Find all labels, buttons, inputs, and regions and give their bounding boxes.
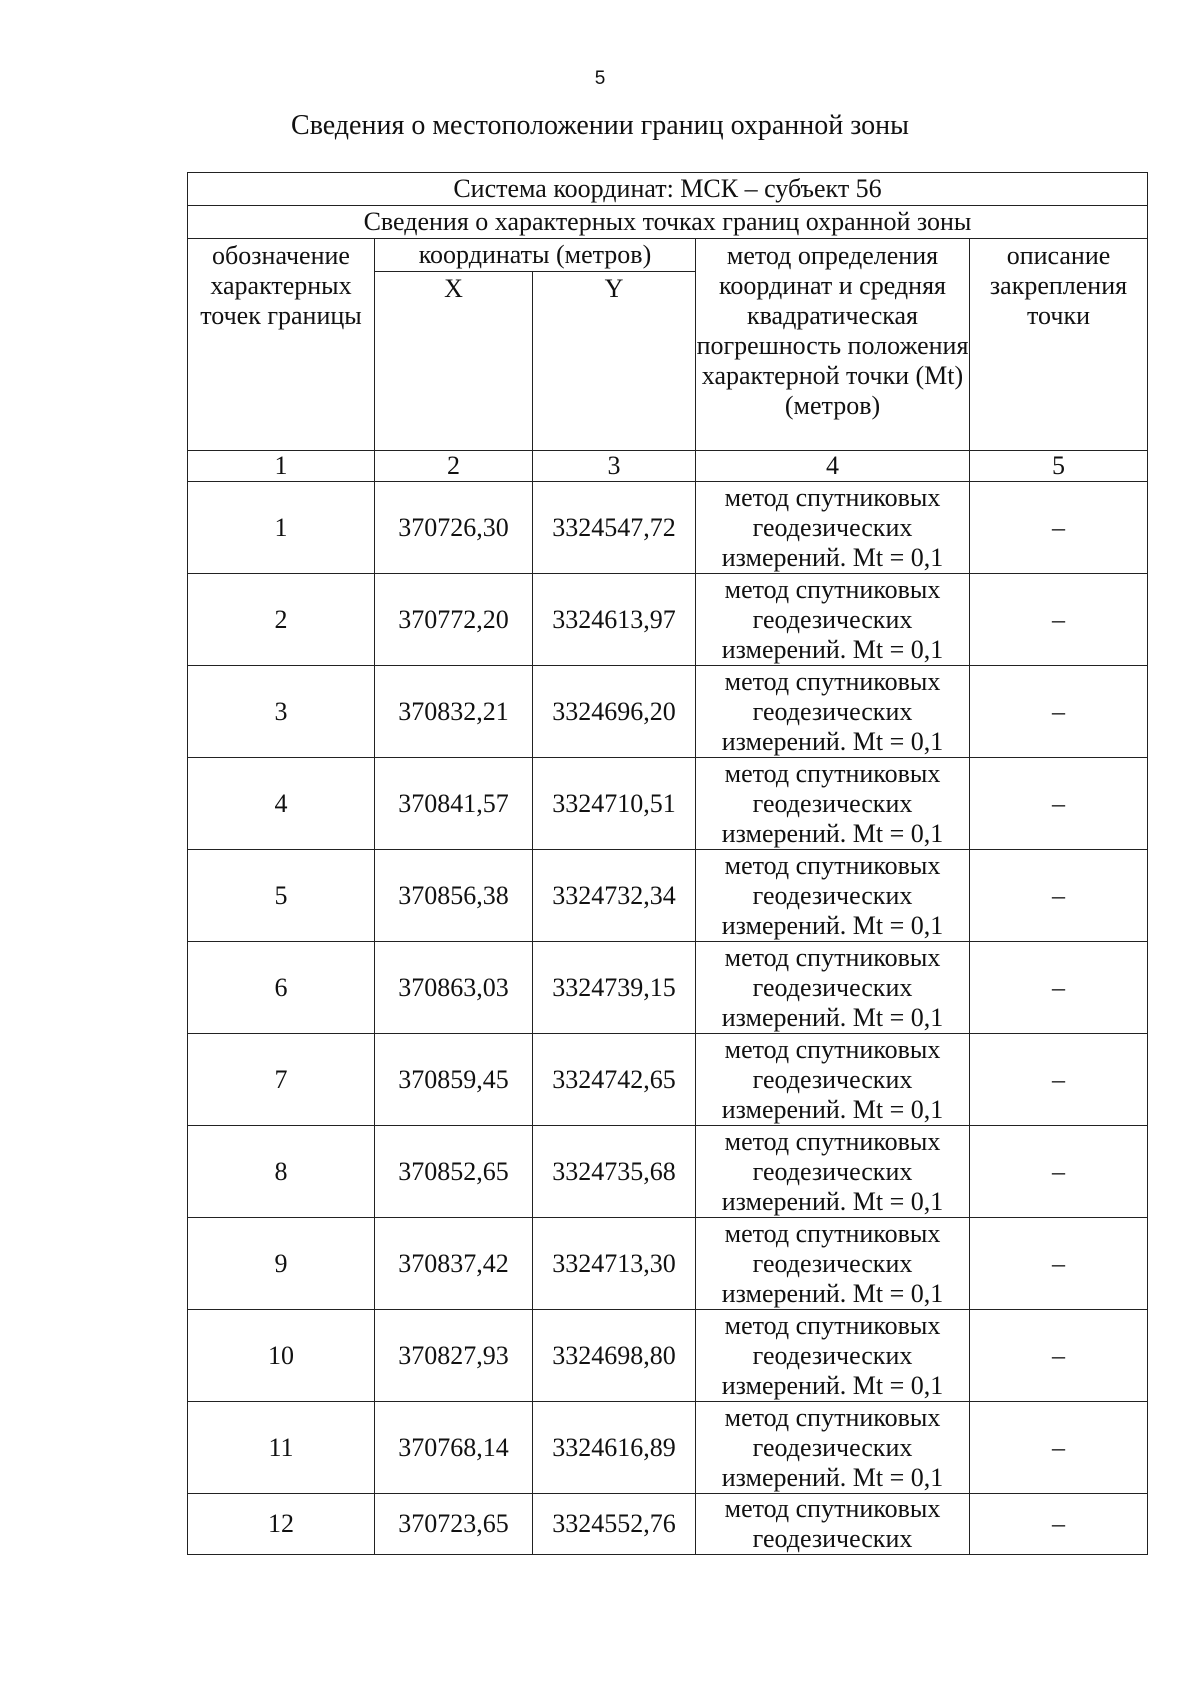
x-coordinate-cell: 370863,03	[375, 942, 533, 1034]
method-cell: метод спутниковых геодезических измерений. Mt = 0,1	[696, 574, 970, 666]
column-number-row	[188, 451, 1148, 482]
table-row	[188, 758, 1148, 850]
method-cell: метод спутниковых геодезических измерений. Mt = 0,1	[696, 1034, 970, 1126]
fixing-description-cell: –	[970, 1126, 1148, 1218]
fixing-description-cell: –	[970, 758, 1148, 850]
x-coordinate-cell: 370723,65	[375, 1494, 533, 1555]
y-coordinate-cell: 3324698,80	[533, 1310, 696, 1402]
fixing-description-cell: –	[970, 666, 1148, 758]
y-coordinate-cell: 3324732,34	[533, 850, 696, 942]
point-number-cell: 6	[188, 942, 375, 1034]
table-row	[188, 1494, 1148, 1555]
table-row	[188, 574, 1148, 666]
point-number-cell: 3	[188, 666, 375, 758]
table-row	[188, 1034, 1148, 1126]
point-number-cell: 4	[188, 758, 375, 850]
header-fixing-description: описание закрепления точки	[970, 239, 1148, 451]
column-number: 2	[375, 451, 533, 482]
y-coordinate-cell: 3324739,15	[533, 942, 696, 1034]
y-coordinate-cell: 3324696,20	[533, 666, 696, 758]
point-number-cell: 5	[188, 850, 375, 942]
column-header-row	[188, 239, 1148, 272]
x-coordinate-cell: 370852,65	[375, 1126, 533, 1218]
table-row	[188, 1310, 1148, 1402]
method-cell: метод спутниковых геодезических измерений. Mt = 0,1	[696, 666, 970, 758]
header-y: Y	[533, 272, 696, 451]
method-cell: метод спутниковых геодезических	[696, 1494, 970, 1555]
x-coordinate-cell: 370859,45	[375, 1034, 533, 1126]
point-number-cell: 11	[188, 1402, 375, 1494]
x-coordinate-cell: 370841,57	[375, 758, 533, 850]
point-number-cell: 2	[188, 574, 375, 666]
header-x: X	[375, 272, 533, 451]
page-number: 5	[594, 68, 606, 89]
method-cell: метод спутниковых геодезических измерений. Mt = 0,1	[696, 1218, 970, 1310]
x-coordinate-cell: 370832,21	[375, 666, 533, 758]
point-number-cell: 9	[188, 1218, 375, 1310]
fixing-description-cell: –	[970, 1494, 1148, 1555]
y-coordinate-cell: 3324552,76	[533, 1494, 696, 1555]
y-coordinate-cell: 3324616,89	[533, 1402, 696, 1494]
y-coordinate-cell: 3324547,72	[533, 482, 696, 574]
method-cell: метод спутниковых геодезических измерений. Mt = 0,1	[696, 482, 970, 574]
fixing-description-cell: –	[970, 574, 1148, 666]
point-number-cell: 1	[188, 482, 375, 574]
method-cell: метод спутниковых геодезических измерений. Mt = 0,1	[696, 758, 970, 850]
x-coordinate-cell: 370837,42	[375, 1218, 533, 1310]
point-number-cell: 7	[188, 1034, 375, 1126]
header-method: метод определения координат и средняя квадратическая погрешность положения характерной точки (Mt) (метров)	[696, 239, 970, 451]
x-coordinate-cell: 370768,14	[375, 1402, 533, 1494]
x-coordinate-cell: 370772,20	[375, 574, 533, 666]
points-info-row	[188, 206, 1148, 239]
y-coordinate-cell: 3324742,65	[533, 1034, 696, 1126]
x-coordinate-cell: 370856,38	[375, 850, 533, 942]
y-coordinate-cell: 3324710,51	[533, 758, 696, 850]
fixing-description-cell: –	[970, 1218, 1148, 1310]
fixing-description-cell: –	[970, 850, 1148, 942]
method-cell: метод спутниковых геодезических измерений. Mt = 0,1	[696, 850, 970, 942]
method-cell: метод спутниковых геодезических измерений. Mt = 0,1	[696, 942, 970, 1034]
table-row	[188, 942, 1148, 1034]
column-number: 4	[696, 451, 970, 482]
column-number: 1	[188, 451, 375, 482]
column-number: 3	[533, 451, 696, 482]
y-coordinate-cell: 3324735,68	[533, 1126, 696, 1218]
method-cell: метод спутниковых геодезических измерений. Mt = 0,1	[696, 1126, 970, 1218]
x-coordinate-cell: 370726,30	[375, 482, 533, 574]
boundary-points-table	[187, 172, 1148, 1555]
header-coordinates: координаты (метров)	[375, 239, 696, 272]
point-number-cell: 12	[188, 1494, 375, 1555]
method-cell: метод спутниковых геодезических измерений. Mt = 0,1	[696, 1402, 970, 1494]
method-cell: метод спутниковых геодезических измерений. Mt = 0,1	[696, 1310, 970, 1402]
table-row	[188, 482, 1148, 574]
coordinate-system-cell: Система координат: МСК – субъект 56	[188, 173, 1148, 206]
fixing-description-cell: –	[970, 942, 1148, 1034]
point-number-cell: 10	[188, 1310, 375, 1402]
point-number-cell: 8	[188, 1126, 375, 1218]
header-point-designation: обозначение характерных точек границы	[188, 239, 375, 451]
fixing-description-cell: –	[970, 1310, 1148, 1402]
fixing-description-cell: –	[970, 482, 1148, 574]
table-row	[188, 1218, 1148, 1310]
coordinate-system-row	[188, 173, 1148, 206]
fixing-description-cell: –	[970, 1402, 1148, 1494]
fixing-description-cell: –	[970, 1034, 1148, 1126]
y-coordinate-cell: 3324713,30	[533, 1218, 696, 1310]
points-info-cell: Сведения о характерных точках границ охранной зоны	[188, 206, 1148, 239]
x-coordinate-cell: 370827,93	[375, 1310, 533, 1402]
table-row	[188, 1126, 1148, 1218]
table-row	[188, 666, 1148, 758]
document-title: Сведения о местоположении границ охранной зоны	[291, 110, 909, 141]
table-row	[188, 850, 1148, 942]
column-number: 5	[970, 451, 1148, 482]
y-coordinate-cell: 3324613,97	[533, 574, 696, 666]
table-row	[188, 1402, 1148, 1494]
